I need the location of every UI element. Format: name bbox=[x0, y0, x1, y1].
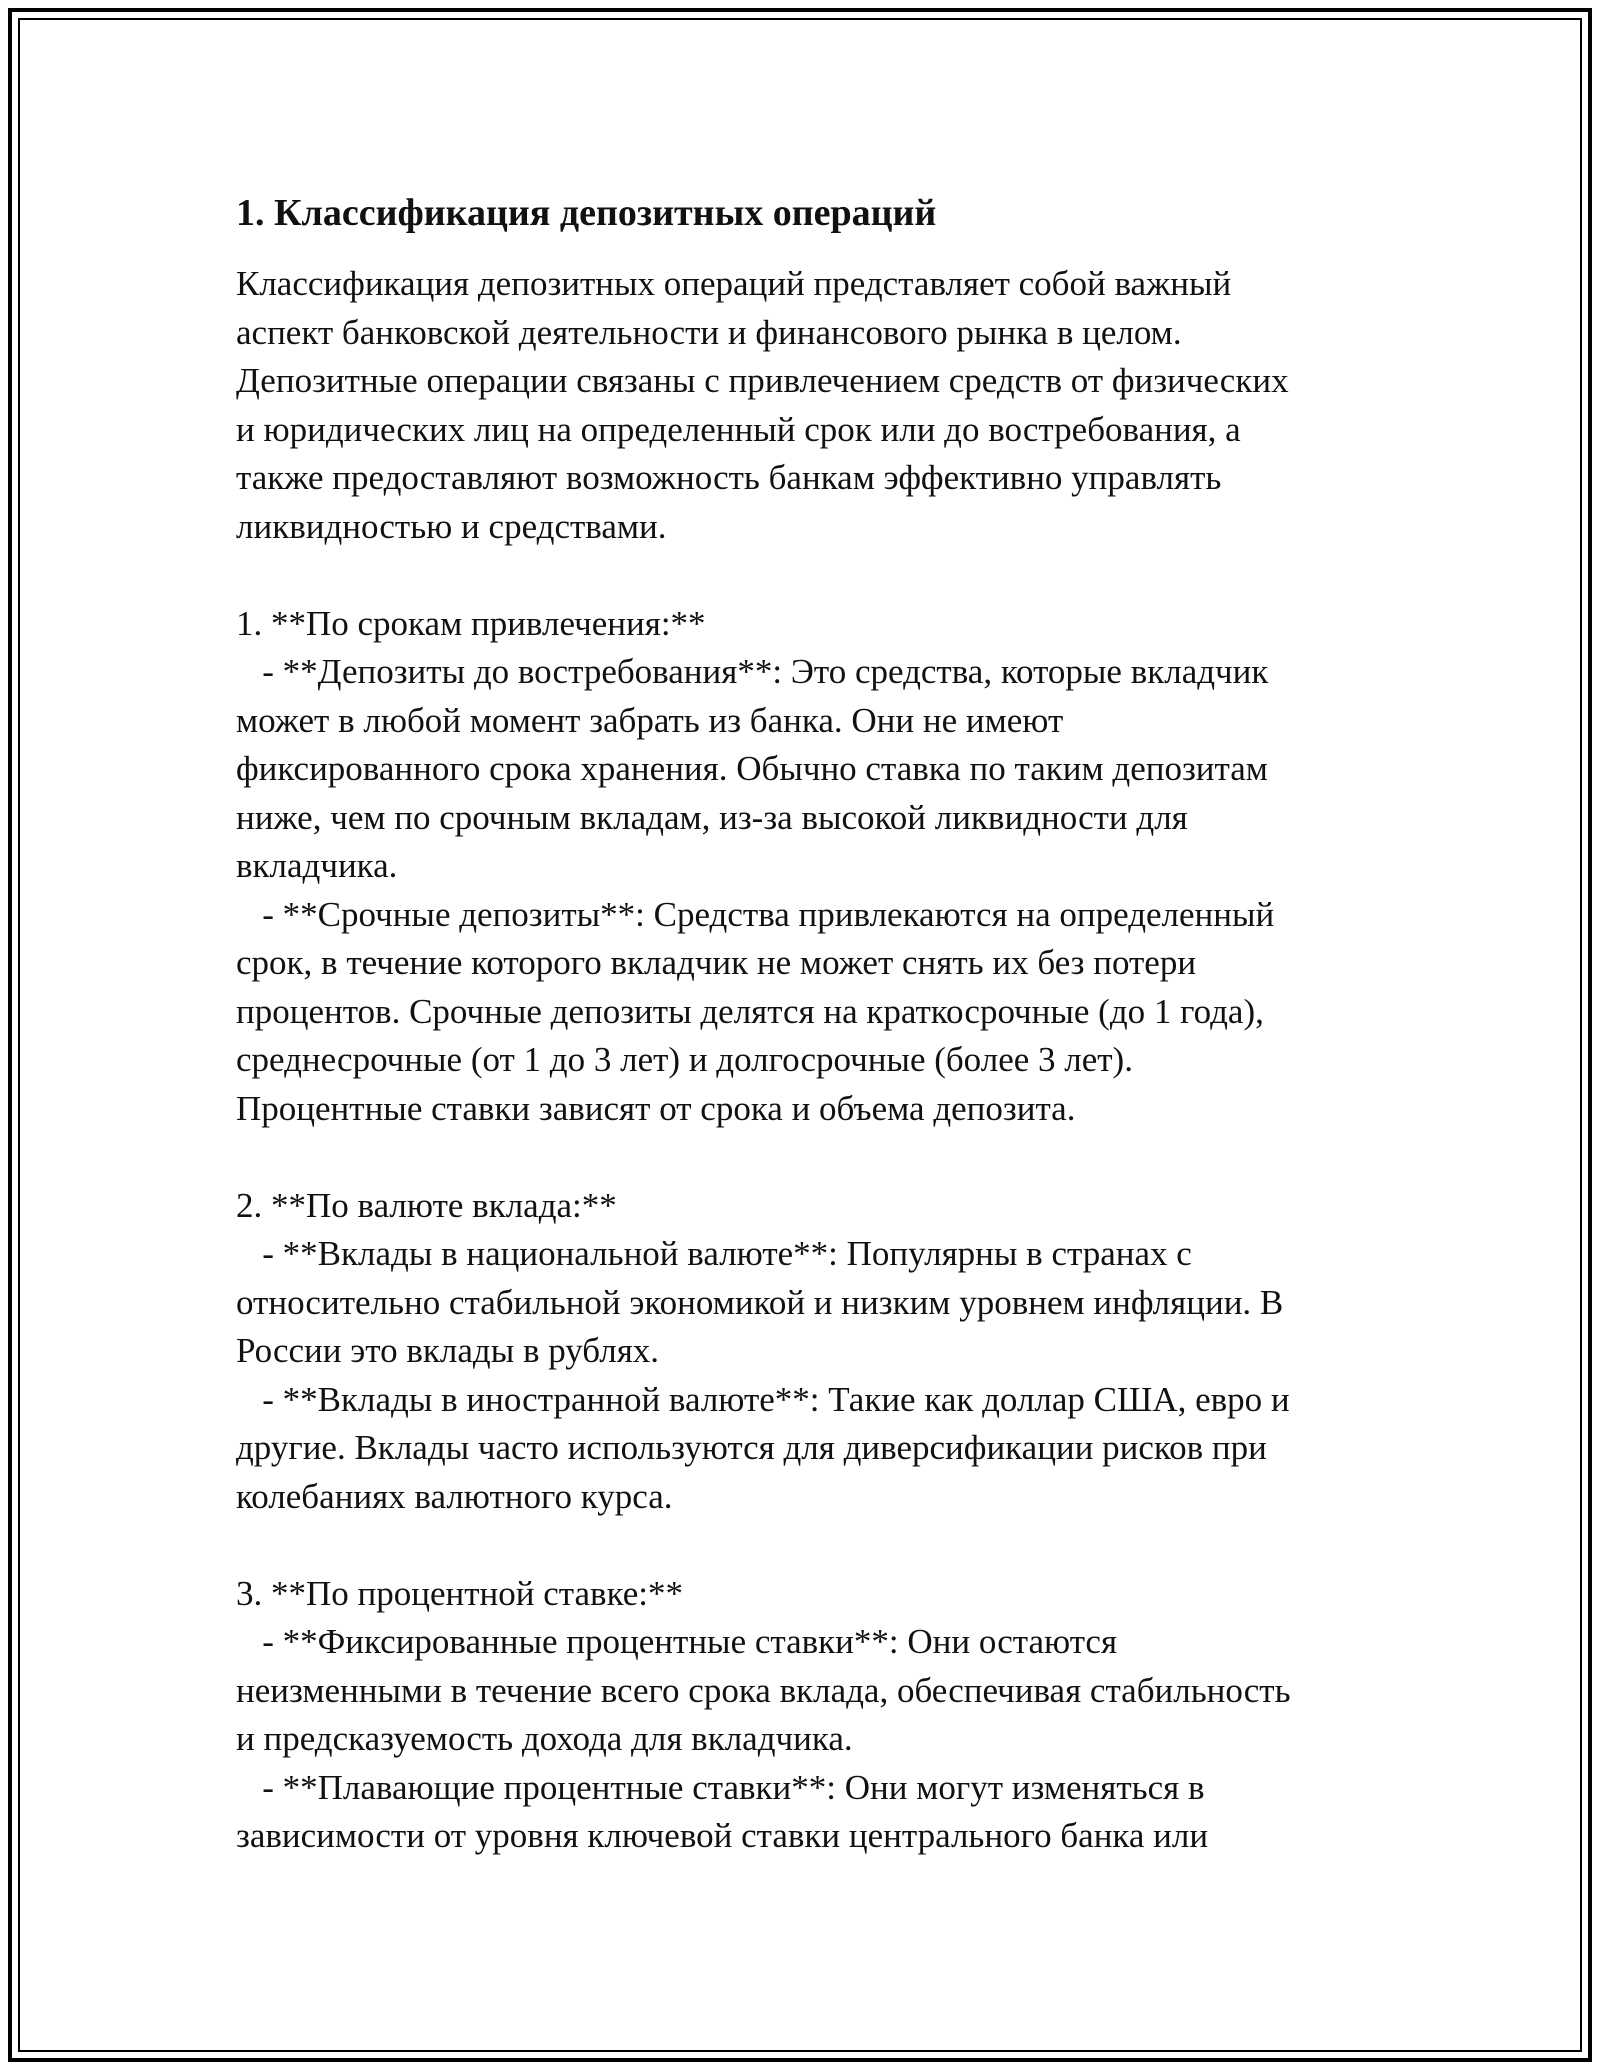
text-line: зависимости от уровня ключевой ставки центрального банка или bbox=[236, 1816, 1209, 1855]
text-line: ликвидностью и средствами. bbox=[236, 506, 667, 546]
text-line: может в любой момент забрать из банка. Они не имеют bbox=[236, 700, 1064, 740]
text-line: процентов. Срочные депозиты делятся на краткосрочные (до 1 года), bbox=[236, 991, 1264, 1031]
text-line: - **Фиксированные процентные ставки**: Они остаются bbox=[236, 1622, 1118, 1661]
section-heading: 3. **По процентной ставке:** bbox=[236, 1573, 683, 1613]
text-line: России это вклады в рублях. bbox=[236, 1331, 660, 1370]
document-body bbox=[236, 184, 1386, 1861]
text-line: фиксированного срока хранения. Обычно ставка по таким депозитам bbox=[236, 749, 1268, 788]
text-line: Классификация депозитных операций представляет собой важный bbox=[236, 264, 1232, 303]
section-by-currency bbox=[236, 1182, 1386, 1522]
intro-paragraph bbox=[236, 260, 1386, 551]
text-line: аспект банковской деятельности и финансового рынка в целом. bbox=[236, 312, 1182, 352]
text-line: относительно стабильной экономикой и низким уровнем инфляции. В bbox=[236, 1282, 1284, 1322]
document-title: 1. Классификация депозитных операций bbox=[236, 192, 937, 234]
text-line: вкладчика. bbox=[236, 846, 398, 885]
blank-line bbox=[236, 1133, 1386, 1182]
text-line: - **Вклады в национальной валюте**: Популярны в странах с bbox=[236, 1234, 1192, 1273]
text-line: - **Срочные депозиты**: Средства привлекаются на определенный bbox=[236, 894, 1275, 934]
text-line: Депозитные операции связаны с привлечением средств от физических bbox=[236, 361, 1289, 400]
section-heading: 2. **По валюте вклада:** bbox=[236, 1185, 617, 1225]
text-line: другие. Вклады часто используются для диверсификации рисков при bbox=[236, 1428, 1267, 1467]
text-line: срок, в течение которого вкладчик не может снять их без потери bbox=[236, 943, 1197, 982]
blank-line bbox=[236, 1521, 1386, 1570]
section-by-interest-rate bbox=[236, 1570, 1386, 1861]
text-line: ниже, чем по срочным вкладам, из-за высокой ликвидности для bbox=[236, 797, 1188, 837]
text-line: среднесрочные (от 1 до 3 лет) и долгосрочные (более 3 лет). bbox=[236, 1040, 1133, 1079]
text-line: колебаниях валютного курса. bbox=[236, 1476, 673, 1516]
text-line: и юридических лиц на определенный срок или до востребования, а bbox=[236, 409, 1241, 449]
text-line: Процентные ставки зависят от срока и объема депозита. bbox=[236, 1088, 1076, 1128]
text-line: - **Депозиты до востребования**: Это средства, которые вкладчик bbox=[236, 652, 1269, 691]
text-line: неизменными в течение всего срока вклада, обеспечивая стабильность bbox=[236, 1670, 1291, 1710]
text-line: также предоставляют возможность банкам эффективно управлять bbox=[236, 458, 1222, 497]
text-line: и предсказуемость дохода для вкладчика. bbox=[236, 1719, 853, 1758]
blank-line bbox=[236, 551, 1386, 600]
section-heading: 1. **По срокам привлечения:** bbox=[236, 603, 706, 643]
text-line: - **Плавающие процентные ставки**: Они могут изменяться в bbox=[236, 1767, 1205, 1807]
section-by-term bbox=[236, 600, 1386, 1134]
text-line: - **Вклады в иностранной валюте**: Такие как доллар США, евро и bbox=[236, 1379, 1290, 1419]
